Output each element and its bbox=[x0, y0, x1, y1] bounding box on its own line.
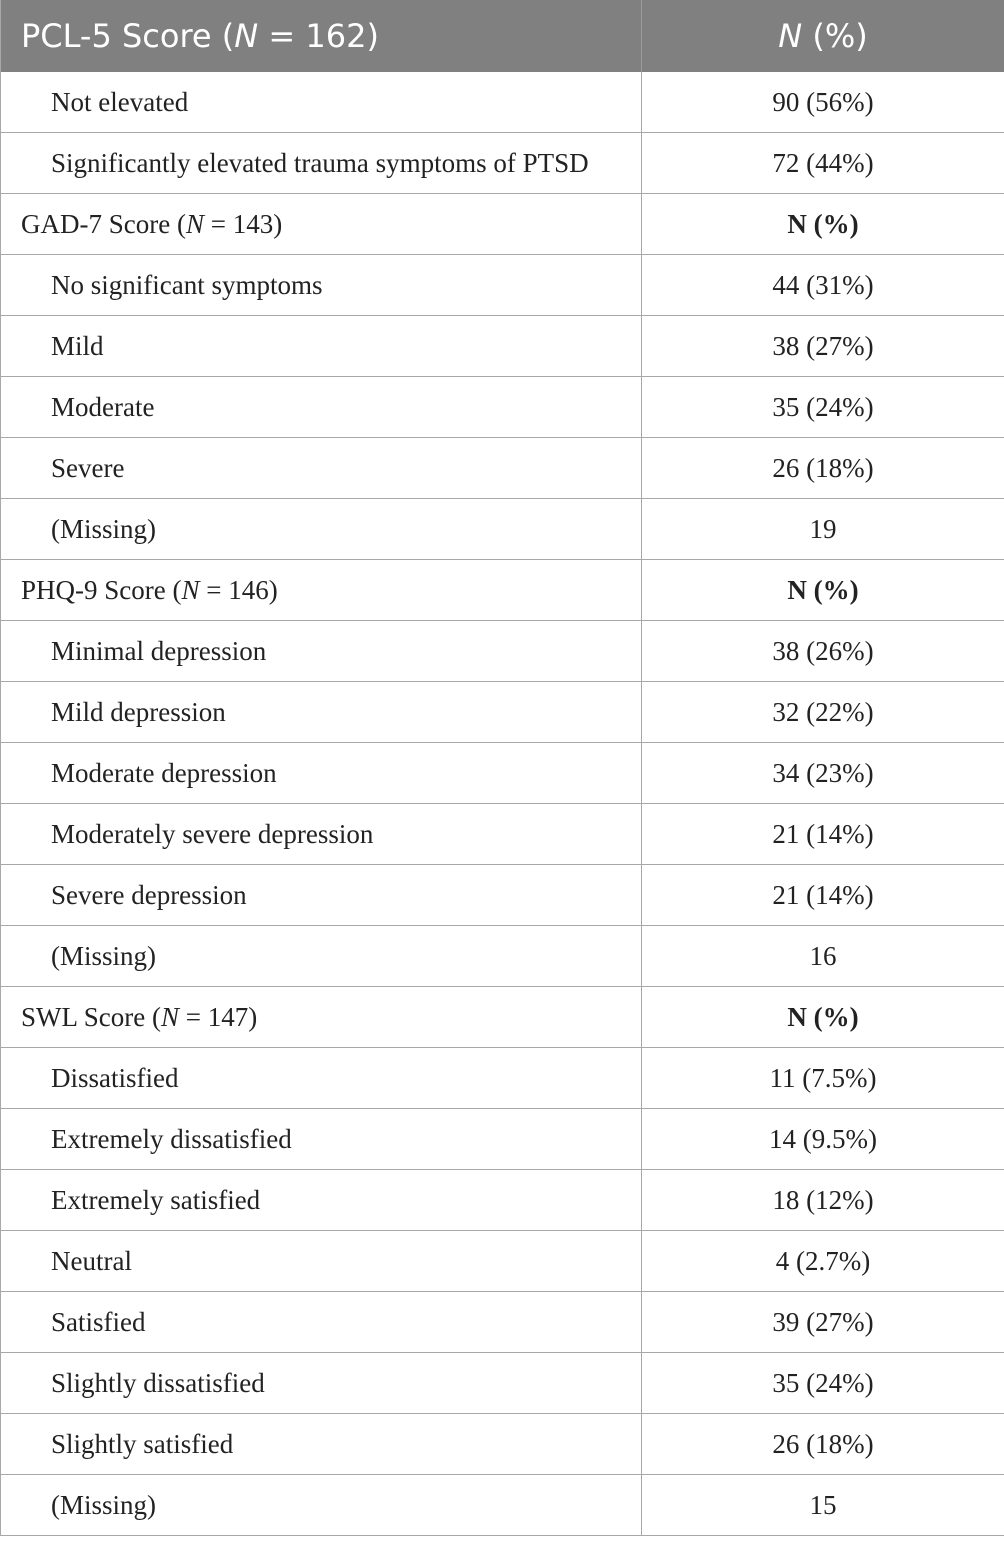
row-label: (Missing) bbox=[1, 1475, 642, 1536]
section-title-n: N bbox=[185, 208, 204, 239]
row-label: Dissatisfied bbox=[1, 1048, 642, 1109]
section-title-n: N bbox=[181, 574, 200, 605]
header-col2-n: N bbox=[778, 17, 803, 55]
row-label: Extremely dissatisfied bbox=[1, 1109, 642, 1170]
row-label: Severe bbox=[1, 438, 642, 499]
table-row bbox=[1, 1475, 1004, 1536]
row-label: Minimal depression bbox=[1, 621, 642, 682]
row-label: Moderate bbox=[1, 377, 642, 438]
row-value: 4 (2.7%) bbox=[642, 1231, 1004, 1292]
section-row-gad7 bbox=[1, 194, 1004, 255]
row-label: Neutral bbox=[1, 1231, 642, 1292]
section-title-suffix: = 147) bbox=[178, 1001, 258, 1032]
row-value: 32 (22%) bbox=[642, 682, 1004, 743]
table-row bbox=[1, 804, 1004, 865]
row-value: 18 (12%) bbox=[642, 1170, 1004, 1231]
row-value: 21 (14%) bbox=[642, 804, 1004, 865]
table-row bbox=[1, 438, 1004, 499]
table-row bbox=[1, 1353, 1004, 1414]
row-value: 11 (7.5%) bbox=[642, 1048, 1004, 1109]
row-label: Mild depression bbox=[1, 682, 642, 743]
row-label: Significantly elevated trauma symptoms of PTSD bbox=[1, 133, 642, 194]
row-value: 35 (24%) bbox=[642, 377, 1004, 438]
table-row bbox=[1, 72, 1004, 133]
row-label: Moderate depression bbox=[1, 743, 642, 804]
row-value: 35 (24%) bbox=[642, 1353, 1004, 1414]
table-row bbox=[1, 316, 1004, 377]
row-value: 90 (56%) bbox=[642, 72, 1004, 133]
table-row bbox=[1, 499, 1004, 560]
row-label: Severe depression bbox=[1, 865, 642, 926]
section-title bbox=[1, 560, 642, 621]
section-title-prefix: GAD-7 Score ( bbox=[21, 208, 186, 239]
row-label: (Missing) bbox=[1, 499, 642, 560]
row-value: 44 (31%) bbox=[642, 255, 1004, 316]
row-label: Not elevated bbox=[1, 72, 642, 133]
row-label: Satisfied bbox=[1, 1292, 642, 1353]
table-row bbox=[1, 1109, 1004, 1170]
row-label: Extremely satisfied bbox=[1, 1170, 642, 1231]
row-value: 26 (18%) bbox=[642, 438, 1004, 499]
header-pcl5-score bbox=[1, 0, 642, 72]
row-value: 26 (18%) bbox=[642, 1414, 1004, 1475]
section-title-prefix: PHQ-9 Score ( bbox=[21, 574, 182, 605]
table-row bbox=[1, 377, 1004, 438]
table-row bbox=[1, 865, 1004, 926]
section-title-suffix: = 143) bbox=[203, 208, 283, 239]
table-row bbox=[1, 1170, 1004, 1231]
table-row bbox=[1, 743, 1004, 804]
table-row bbox=[1, 682, 1004, 743]
section-title bbox=[1, 987, 642, 1048]
section-value-header: N (%) bbox=[642, 194, 1004, 255]
table-row bbox=[1, 1292, 1004, 1353]
row-value: 21 (14%) bbox=[642, 865, 1004, 926]
section-title-n: N bbox=[160, 1001, 179, 1032]
row-label: Moderately severe depression bbox=[1, 804, 642, 865]
row-value: 39 (27%) bbox=[642, 1292, 1004, 1353]
header-col2-suffix: (%) bbox=[802, 17, 868, 55]
row-label: (Missing) bbox=[1, 926, 642, 987]
table-row bbox=[1, 1048, 1004, 1109]
table-row bbox=[1, 1231, 1004, 1292]
header-col1-prefix: PCL-5 Score ( bbox=[21, 17, 235, 55]
section-title bbox=[1, 194, 642, 255]
table-row bbox=[1, 133, 1004, 194]
row-value: 72 (44%) bbox=[642, 133, 1004, 194]
table-row bbox=[1, 255, 1004, 316]
section-value-header: N (%) bbox=[642, 987, 1004, 1048]
row-value: 38 (26%) bbox=[642, 621, 1004, 682]
header-n-percent bbox=[642, 0, 1004, 72]
row-value: 15 bbox=[642, 1475, 1004, 1536]
section-row-phq9 bbox=[1, 560, 1004, 621]
row-label: Slightly satisfied bbox=[1, 1414, 642, 1475]
row-value: 38 (27%) bbox=[642, 316, 1004, 377]
section-title-prefix: SWL Score ( bbox=[21, 1001, 161, 1032]
table-row bbox=[1, 621, 1004, 682]
section-value-header: N (%) bbox=[642, 560, 1004, 621]
header-col1-suffix: = 162) bbox=[258, 17, 379, 55]
table-row bbox=[1, 926, 1004, 987]
row-label: Mild bbox=[1, 316, 642, 377]
row-label: No significant symptoms bbox=[1, 255, 642, 316]
header-col1-n: N bbox=[234, 17, 259, 55]
row-value: 19 bbox=[642, 499, 1004, 560]
table-row bbox=[1, 1414, 1004, 1475]
section-row-swl bbox=[1, 987, 1004, 1048]
table-body bbox=[1, 72, 1004, 1536]
table-header-row bbox=[1, 0, 1004, 72]
row-label: Slightly dissatisfied bbox=[1, 1353, 642, 1414]
section-title-suffix: = 146) bbox=[199, 574, 278, 605]
row-value: 14 (9.5%) bbox=[642, 1109, 1004, 1170]
row-value: 34 (23%) bbox=[642, 743, 1004, 804]
row-value: 16 bbox=[642, 926, 1004, 987]
